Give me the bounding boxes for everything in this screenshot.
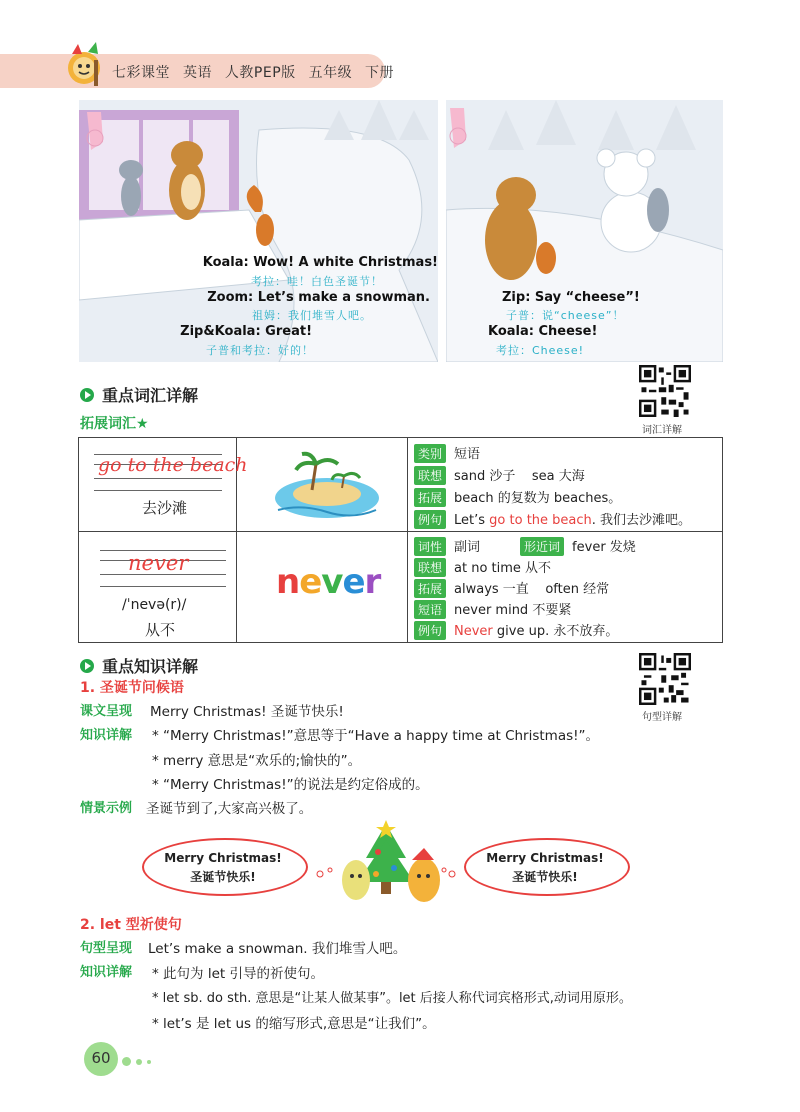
qr-caption-vocab: 词汇详解 xyxy=(642,425,682,436)
page-dot-icon xyxy=(122,1057,131,1066)
page-dot-icon xyxy=(147,1060,151,1064)
bubble-right-cn: 圣诞节快乐! xyxy=(512,870,578,884)
dialogue-zipkoala-cn: 子普和考拉：好的！ xyxy=(206,344,314,357)
point-1-title: 1. 圣诞节问候语 xyxy=(80,680,184,696)
bubble-right-en: Merry Christmas! xyxy=(486,851,604,865)
mascot-logo-icon xyxy=(58,38,112,92)
dialogue-zip-cn: 子普：说“cheese”！ xyxy=(506,309,625,322)
never-word-art: never xyxy=(276,562,381,602)
vocab-table-row-divider xyxy=(78,531,723,532)
header-subject: 英语 xyxy=(182,65,212,81)
point-2-pattern: Let’s make a snowman. 我们堆雪人吧。 xyxy=(148,941,407,957)
point-2-detail-1: * 此句为 let 引导的祈使句。 xyxy=(152,966,324,982)
speech-bubble-left xyxy=(142,838,308,896)
qr-caption-sentence: 句型详解 xyxy=(642,712,682,723)
detail-row: 拓展 always 一直 often 经常 xyxy=(414,578,636,599)
label-knowledge-detail: 知识详解 xyxy=(80,728,133,743)
dialogue-zip-en: Zip: Say “cheese”! xyxy=(502,290,640,305)
comic-panel-5 xyxy=(79,100,438,362)
vocab-subtitle: 拓展词汇★ xyxy=(80,416,149,432)
point-1-detail-3: * “Merry Christmas!”的说法是约定俗成的。 xyxy=(152,777,429,793)
section-knowledge-title: 重点知识详解 xyxy=(80,654,198,677)
vocab-word-handwritten: never xyxy=(128,551,189,575)
header-grade: 五年级 xyxy=(308,65,353,81)
christmas-tree-characters-icon xyxy=(306,820,466,912)
comic-panel-6 xyxy=(446,100,723,362)
vocab-meaning: 去沙滩 xyxy=(142,499,188,517)
vocab-entry-1-details xyxy=(414,443,691,531)
header-series: 七彩课堂 xyxy=(112,65,170,81)
bubble-left-cn: 圣诞节快乐! xyxy=(190,870,256,884)
dialogue-koala-en: Koala: Wow! A white Christmas! xyxy=(202,255,438,270)
dialogue-zipkoala-en: Zip&Koala: Great! xyxy=(180,324,312,339)
section-vocab-title: 重点词汇详解 xyxy=(80,383,198,406)
detail-row: 词性 副词 形近词 fever 发烧 xyxy=(414,536,636,557)
dialogue-zoom-en: Zoom: Let’s make a snowman. xyxy=(207,290,430,305)
point-1-text: Merry Christmas! 圣诞节快乐! xyxy=(150,704,344,720)
label-scene-example: 情景示例 xyxy=(80,801,133,816)
dialogue-zoom-cn: 祖姆：我们堆雪人吧。 xyxy=(252,309,372,322)
dialogue-koala2-cn: 考拉：Cheese! xyxy=(496,344,585,357)
vocab-phonetic: /ˈnevə(r)/ xyxy=(122,597,187,613)
label-sentence-pattern: 句型呈现 xyxy=(80,941,133,956)
header-volume: 下册 xyxy=(365,65,395,81)
label-knowledge-detail-2: 知识详解 xyxy=(80,965,133,980)
point-2-detail-3: * let’s 是 let us 的缩写形式,意思是“让我们”。 xyxy=(152,1016,436,1032)
label-text-presentation: 课文呈现 xyxy=(80,704,133,719)
page-dot-icon xyxy=(136,1059,142,1065)
qr-code-sentence-icon[interactable] xyxy=(639,653,691,705)
point-1-scene: 圣诞节到了,大家高兴极了。 xyxy=(146,801,313,817)
dialogue-koala-cn: 考拉：哇！白色圣诞节！ xyxy=(251,275,383,288)
detail-row: 联想 at no time 从不 xyxy=(414,557,636,578)
detail-row: 联想 sand 沙子 sea 大海 xyxy=(414,465,691,487)
detail-row-example: 例句 Let’s go to the beach. 我们去沙滩吧。 xyxy=(414,509,691,531)
section-play-icon xyxy=(80,659,94,673)
detail-row: 类别 短语 xyxy=(414,443,691,465)
speech-bubble-right xyxy=(464,838,630,896)
point-2-detail-2: * let sb. do sth. 意思是“让某人做某事”。let 后接人称代词宾格形式,动词用原形。 xyxy=(152,991,632,1006)
point-1-detail-2: * merry 意思是“欢乐的;愉快的”。 xyxy=(152,753,362,769)
dialogue-koala2-en: Koala: Cheese! xyxy=(488,324,598,339)
qr-code-vocab-icon[interactable] xyxy=(639,365,691,417)
point-1-detail-1: * “Merry Christmas!”意思等于“Have a happy time at Christmas!”。 xyxy=(152,728,600,744)
bubble-left-en: Merry Christmas! xyxy=(164,851,282,865)
header-title xyxy=(112,62,402,82)
header-edition: 人教PEP版 xyxy=(224,65,296,81)
vocab-meaning: 从不 xyxy=(145,621,176,639)
beach-island-icon xyxy=(272,448,382,524)
page-number: 60 xyxy=(91,1049,111,1067)
detail-row: 拓展 beach 的复数为 beaches。 xyxy=(414,487,691,509)
vocab-word-handwritten: go to the beach xyxy=(98,454,248,476)
detail-row: 短语 never mind 不要紧 xyxy=(414,599,636,620)
point-2-title: 2. let 型祈使句 xyxy=(80,917,182,933)
section-play-icon xyxy=(80,388,94,402)
vocab-entry-2-details xyxy=(414,536,636,641)
vocab-table-col-divider-2 xyxy=(407,437,408,643)
detail-row-example: 例句 Never give up. 永不放弃。 xyxy=(414,620,636,641)
